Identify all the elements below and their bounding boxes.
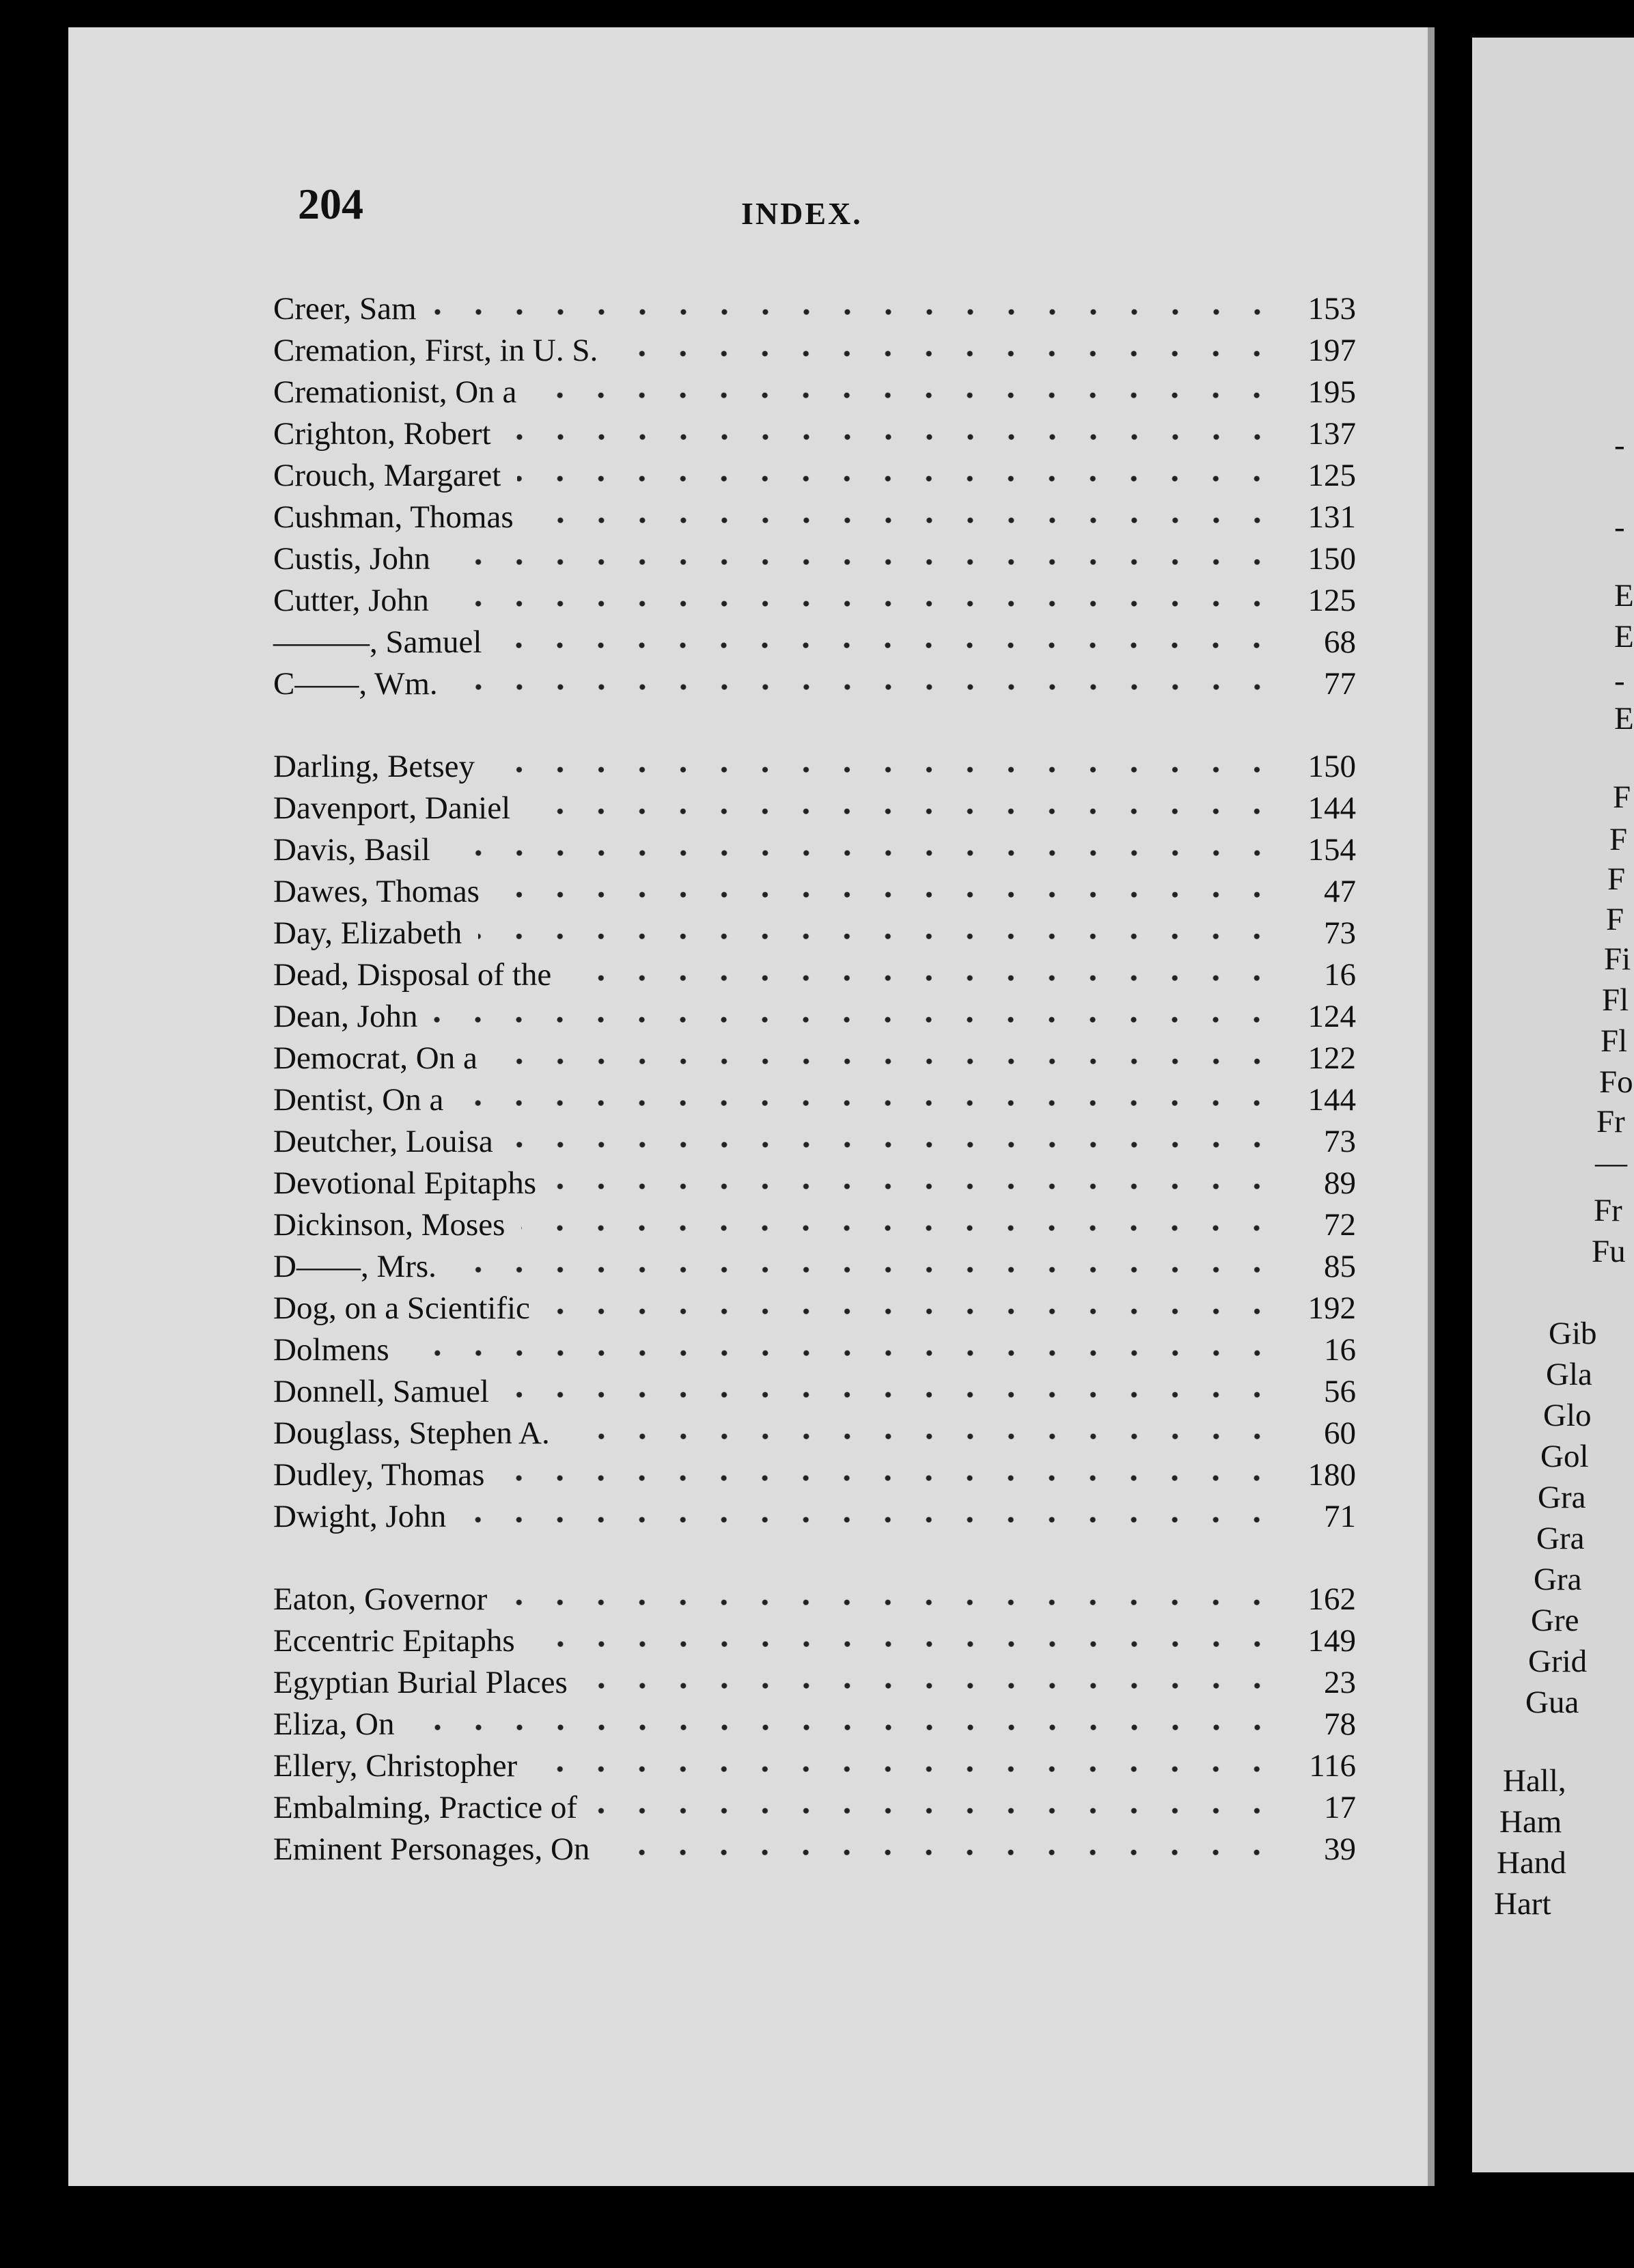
entry-name: Eccentric Epitaphs bbox=[273, 1623, 515, 1659]
facing-page-fragment: Gra bbox=[1536, 1521, 1585, 1556]
dot-leader bbox=[462, 1495, 1277, 1527]
dot-leader bbox=[527, 786, 1277, 818]
index-entry bbox=[273, 1120, 1356, 1161]
index-entry bbox=[273, 995, 1356, 1036]
index-entry bbox=[273, 1661, 1356, 1702]
entry-name: Crouch, Margaret bbox=[273, 458, 501, 493]
entry-name: Douglass, Stephen A. bbox=[273, 1415, 550, 1451]
facing-page-fragment: Gre bbox=[1531, 1603, 1579, 1638]
entry-name: Dean, John bbox=[273, 999, 418, 1034]
entry-page: 125 bbox=[1307, 458, 1356, 493]
index-entry bbox=[273, 495, 1356, 537]
entry-name: Creer, Sam bbox=[273, 291, 417, 327]
entry-name: Devotional Epitaphs bbox=[273, 1165, 537, 1201]
dot-leader bbox=[478, 911, 1277, 943]
facing-page-fragment: Gra bbox=[1534, 1562, 1582, 1597]
entry-name: Eaton, Governor bbox=[273, 1581, 488, 1617]
index-entry bbox=[273, 1786, 1356, 1827]
facing-page-fragment: Gol bbox=[1540, 1439, 1589, 1474]
entry-name: Darling, Betsey bbox=[273, 749, 475, 784]
facing-page-fragment: - bbox=[1614, 663, 1625, 699]
dot-leader bbox=[521, 1203, 1277, 1235]
facing-page-fragment: F bbox=[1607, 861, 1626, 897]
dot-leader bbox=[433, 287, 1277, 319]
facing-page-fragment: Ham bbox=[1499, 1804, 1562, 1840]
facing-page-fragment: Fo bbox=[1599, 1064, 1633, 1100]
entry-name: Eliza, On bbox=[273, 1706, 395, 1742]
index-entry bbox=[273, 1827, 1356, 1869]
page-number: 204 bbox=[298, 180, 363, 228]
index-entry bbox=[273, 1744, 1356, 1786]
entry-name: Custis, John bbox=[273, 541, 430, 577]
dot-leader bbox=[491, 745, 1277, 777]
dot-leader bbox=[594, 1786, 1277, 1818]
index-entry bbox=[273, 870, 1356, 911]
facing-page-fragment: - bbox=[1614, 510, 1625, 545]
entry-page: 68 bbox=[1324, 624, 1356, 660]
dot-leader bbox=[614, 329, 1277, 361]
index-entry bbox=[273, 287, 1356, 329]
facing-page-fragment: E bbox=[1614, 701, 1634, 736]
entry-name: ———, Samuel bbox=[273, 624, 482, 660]
entry-page: 72 bbox=[1324, 1207, 1356, 1243]
facing-page-fragment: F bbox=[1606, 902, 1624, 937]
index-entry bbox=[273, 1370, 1356, 1411]
entry-name: Davenport, Daniel bbox=[273, 790, 511, 826]
entry-page: 125 bbox=[1307, 583, 1356, 618]
entry-page: 89 bbox=[1324, 1165, 1356, 1201]
entry-page: 180 bbox=[1307, 1457, 1356, 1493]
entry-name: Cremation, First, in U. S. bbox=[273, 333, 598, 368]
dot-leader bbox=[517, 454, 1277, 486]
entry-page: 195 bbox=[1307, 374, 1356, 410]
entry-page: 60 bbox=[1324, 1415, 1356, 1451]
dot-leader bbox=[510, 1120, 1277, 1152]
dot-leader bbox=[454, 662, 1277, 694]
facing-page-fragment: Fl bbox=[1601, 1023, 1628, 1059]
dot-leader bbox=[533, 370, 1277, 402]
dot-leader bbox=[606, 1827, 1277, 1859]
entry-page: 149 bbox=[1307, 1623, 1356, 1659]
dot-leader bbox=[506, 1370, 1277, 1402]
entry-page: 77 bbox=[1324, 666, 1356, 702]
facing-page-fragment: Hart bbox=[1494, 1886, 1551, 1922]
entry-name: Dickinson, Moses bbox=[273, 1207, 506, 1243]
entry-page: 73 bbox=[1324, 915, 1356, 951]
facing-page-fragment: Glo bbox=[1543, 1398, 1592, 1433]
dot-leader bbox=[453, 1245, 1277, 1277]
entry-name: Day, Elizabeth bbox=[273, 915, 462, 951]
facing-page-fragment: - bbox=[1614, 428, 1625, 463]
index-entry bbox=[273, 786, 1356, 828]
index-entry bbox=[273, 329, 1356, 370]
facing-page-fragment: Gua bbox=[1525, 1685, 1579, 1720]
index-entry bbox=[273, 579, 1356, 620]
entry-page: 39 bbox=[1324, 1831, 1356, 1867]
index-entry bbox=[273, 1702, 1356, 1744]
entry-page: 162 bbox=[1307, 1581, 1356, 1617]
dot-leader bbox=[498, 620, 1277, 652]
entry-name: Dead, Disposal of the bbox=[273, 957, 552, 993]
entry-name: Dawes, Thomas bbox=[273, 874, 480, 909]
index-entry bbox=[273, 1411, 1356, 1453]
facing-page-fragment: Fu bbox=[1592, 1234, 1626, 1269]
entry-name: C——, Wm. bbox=[273, 666, 438, 702]
entry-name: Embalming, Practice of bbox=[273, 1790, 578, 1825]
index-entry bbox=[273, 828, 1356, 870]
facing-page-fragment: F bbox=[1609, 822, 1628, 857]
dot-leader bbox=[530, 495, 1277, 527]
index-group-c bbox=[273, 287, 1356, 704]
entry-name: Davis, Basil bbox=[273, 832, 430, 868]
dot-leader bbox=[447, 537, 1277, 569]
entry-page: 116 bbox=[1309, 1748, 1356, 1784]
dot-leader bbox=[566, 1411, 1277, 1443]
entry-name: Ellery, Christopher bbox=[273, 1748, 518, 1784]
entry-name: Deutcher, Louisa bbox=[273, 1124, 493, 1159]
facing-page-fragment: Gla bbox=[1546, 1357, 1592, 1392]
dot-leader bbox=[445, 579, 1277, 611]
entry-page: 16 bbox=[1324, 1332, 1356, 1368]
index-group-e bbox=[273, 1577, 1356, 1869]
running-head: INDEX. bbox=[741, 196, 863, 231]
dot-leader bbox=[496, 870, 1277, 902]
entry-page: 144 bbox=[1307, 1082, 1356, 1118]
index-entry bbox=[273, 1036, 1356, 1078]
entry-name: Cushman, Thomas bbox=[273, 499, 514, 535]
facing-page-fragment: E bbox=[1614, 578, 1634, 613]
entry-page: 78 bbox=[1324, 1706, 1356, 1742]
index-entry bbox=[273, 1453, 1356, 1495]
entry-page: 150 bbox=[1307, 541, 1356, 577]
dot-leader bbox=[534, 1744, 1277, 1776]
index-list bbox=[273, 287, 1356, 1910]
index-entry bbox=[273, 1078, 1356, 1120]
dot-leader bbox=[411, 1702, 1278, 1734]
entry-page: 124 bbox=[1307, 999, 1356, 1034]
index-group-d bbox=[273, 745, 1356, 1536]
entry-name: Crighton, Robert bbox=[273, 416, 491, 452]
facing-page-fragment: Gra bbox=[1538, 1480, 1586, 1515]
entry-name: Dudley, Thomas bbox=[273, 1457, 485, 1493]
entry-page: 16 bbox=[1324, 957, 1356, 993]
entry-page: 71 bbox=[1324, 1499, 1356, 1534]
facing-page-fragment: Fl bbox=[1602, 982, 1629, 1018]
entry-page: 154 bbox=[1307, 832, 1356, 868]
index-entry bbox=[273, 620, 1356, 662]
entry-page: 73 bbox=[1324, 1124, 1356, 1159]
entry-page: 56 bbox=[1324, 1374, 1356, 1409]
entry-page: 122 bbox=[1307, 1040, 1356, 1076]
dot-leader bbox=[508, 412, 1277, 444]
index-entry bbox=[273, 1328, 1356, 1370]
index-entry bbox=[273, 537, 1356, 579]
index-entry bbox=[273, 370, 1356, 412]
index-entry bbox=[273, 1161, 1356, 1203]
index-entry bbox=[273, 1577, 1356, 1619]
facing-page-fragment: Hand bbox=[1497, 1845, 1566, 1881]
entry-page: 85 bbox=[1324, 1249, 1356, 1284]
index-entry bbox=[273, 745, 1356, 786]
facing-page-fragment: Fi bbox=[1604, 941, 1631, 977]
dot-leader bbox=[553, 1161, 1277, 1193]
dot-leader bbox=[584, 1661, 1277, 1693]
index-entry bbox=[273, 454, 1356, 495]
facing-page-fragment: E bbox=[1614, 619, 1634, 654]
entry-name: Egyptian Burial Places bbox=[273, 1665, 568, 1700]
facing-page-fragment: Fr bbox=[1596, 1104, 1625, 1139]
dot-leader bbox=[494, 1036, 1277, 1068]
entry-name: Dwight, John bbox=[273, 1499, 447, 1534]
entry-page: 150 bbox=[1307, 749, 1356, 784]
facing-page-fragment: Grid bbox=[1528, 1644, 1588, 1679]
entry-name: Democrat, On a bbox=[273, 1040, 477, 1076]
index-entry bbox=[273, 1203, 1356, 1245]
entry-name: D——, Mrs. bbox=[273, 1249, 437, 1284]
facing-page-fragment: Hall, bbox=[1503, 1763, 1566, 1799]
entry-page: 192 bbox=[1307, 1290, 1356, 1326]
entry-page: 197 bbox=[1307, 333, 1356, 368]
index-entry bbox=[273, 1286, 1356, 1328]
dot-leader bbox=[460, 1078, 1277, 1110]
dot-leader bbox=[406, 1328, 1277, 1360]
facing-page-fragment: Gib bbox=[1549, 1316, 1597, 1351]
facing-page-fragment: Fr bbox=[1594, 1193, 1622, 1228]
entry-name: Cremationist, On a bbox=[273, 374, 517, 410]
dot-leader bbox=[568, 953, 1277, 985]
facing-page-fragment: F bbox=[1613, 779, 1631, 815]
facing-page-edge bbox=[1472, 38, 1634, 2172]
entry-page: 144 bbox=[1307, 790, 1356, 826]
facing-page-fragment: — bbox=[1595, 1145, 1627, 1180]
entry-name: Dog, on a Scientific bbox=[273, 1290, 530, 1326]
entry-page: 153 bbox=[1307, 291, 1356, 327]
dot-leader bbox=[546, 1286, 1277, 1318]
dot-leader bbox=[501, 1453, 1277, 1485]
dot-leader bbox=[531, 1619, 1277, 1651]
entry-name: Eminent Personages, On bbox=[273, 1831, 590, 1867]
index-entry bbox=[273, 1619, 1356, 1661]
index-entry bbox=[273, 412, 1356, 454]
dot-leader bbox=[434, 995, 1277, 1027]
index-entry bbox=[273, 953, 1356, 995]
index-entry bbox=[273, 1245, 1356, 1286]
entry-name: Dentist, On a bbox=[273, 1082, 444, 1118]
dot-leader bbox=[503, 1577, 1277, 1609]
entry-page: 47 bbox=[1324, 874, 1356, 909]
entry-name: Cutter, John bbox=[273, 583, 429, 618]
dot-leader bbox=[447, 828, 1277, 860]
entry-name: Dolmens bbox=[273, 1332, 389, 1368]
index-entry bbox=[273, 662, 1356, 704]
entry-page: 23 bbox=[1324, 1665, 1356, 1700]
index-entry bbox=[273, 911, 1356, 953]
entry-page: 17 bbox=[1324, 1790, 1356, 1825]
entry-page: 131 bbox=[1307, 499, 1356, 535]
index-entry bbox=[273, 1495, 1356, 1536]
entry-page: 137 bbox=[1307, 416, 1356, 452]
entry-name: Donnell, Samuel bbox=[273, 1374, 489, 1409]
